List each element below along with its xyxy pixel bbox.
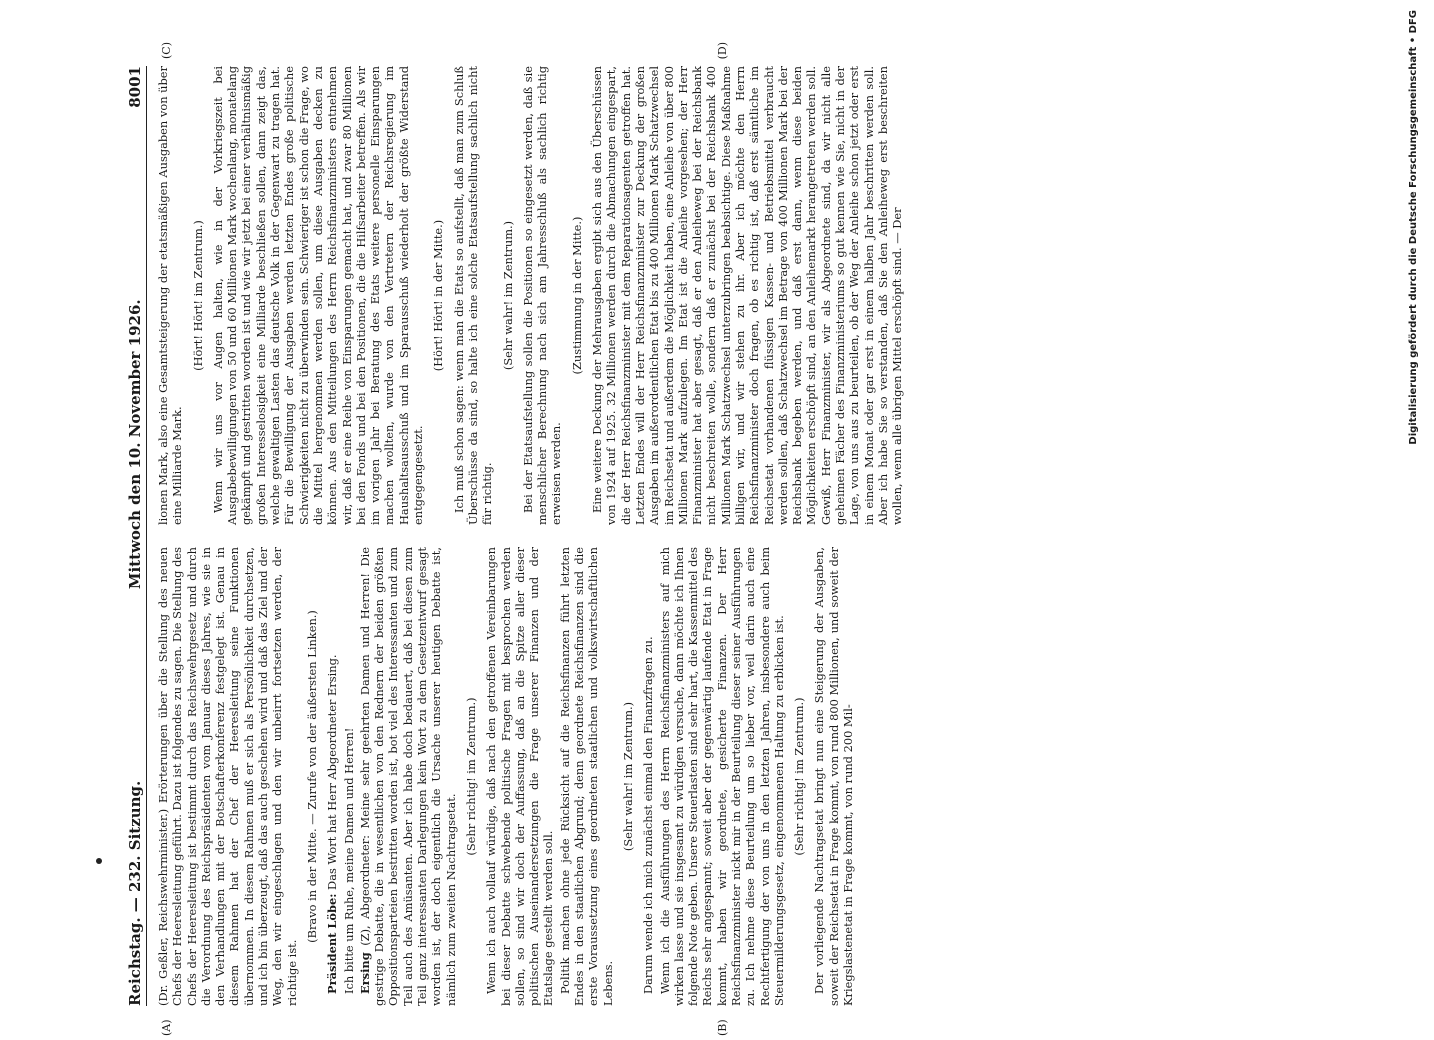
paragraph: Ich muß schon sagen: wenn man die Etats so aufstellt, daß man zum Schluß Überschüsse da sind, so halte ich eine solche Etatsaufstellung sachlich nicht für richtig. [451,66,495,525]
paragraph: Darum wende ich mich zunächst einmal den Finanzfragen zu. [641,636,656,994]
paragraph: (Z), Abgeordneter: Meine sehr geehrten Damen und Herren! Die gestrige Debatte, die in wesentlichen von den Rednern der beiden größten Oppositionsparteien bestritten worden ist, bot viel des Interessanten und zum Teil auch des Amüsanten. Aber ich habe doch bedauert, daß bei diesen zum Teil ganz interessanten Darlegungen kein Wort zu dem Gesetzentwurf gesagt worden ist, der doch eigentlich die Ursache unserer heutigen Debatte ist, nämlich zum zweiten Nachtragsetat. [357,547,458,1006]
speaker-name: Präsident Löbe: [325,893,340,994]
page-header [110,66,147,1006]
interjection: (Hört! Hört! in der Mitte.) [431,219,446,372]
paragraph: Wenn ich auch vollauf würdige, daß nach den getroffenen Vereinbarungen bei dieser Debatte schwebende politische Fragen mit besprochen werden sollen, so sind wir doch der Auffassung, daß an die Spitze aller dieser politischen Auseinandersetzungen die Frage unserer Finanzen und der Etatslage gestellt werden soll. [484,547,556,1006]
paragraph: Der vorliegende Nachtragsetat bringt nun eine Steigerung der Ausgaben, soweit der Reichsetat in Frage kommt, von rund 800 Millionen, und soweit der Kriegslastenetat in Frage kommt, von rund 200 Mil- [812,547,856,1006]
paragraph: Das Wort hat Herr Abgeordneter Ersing. [325,654,340,890]
text-columns [156,42,1380,1036]
interjection: (Sehr wahr! im Zentrum.) [500,220,515,371]
paragraph: Politik machen ohne jede Rücksicht auf die Reichsfinanzen führt letzten Endes in den staatlichen Abgrund; denn geordnete Reichsfinanzen sind die erste Voraussetzung eines geordneten staatlichen und volkswirtschaftlichen Lebens. [557,547,615,1006]
margin-mark-c: (C) [160,42,173,59]
digitization-sidebar [1406,10,1430,990]
margin-mark-b: (B) [716,1019,729,1036]
interjection: (Sehr wahr! im Zentrum.) [620,701,635,852]
speaker-name: Ersing [357,952,372,994]
right-column [156,42,1380,525]
header-center: Mittwoch den 10. November 1926. [126,299,144,590]
paragraph: Erörterungen über die Stellung des neuen Chefs der Heeresleitung geführt. Dazu ist folgendes zu sagen. Die Stellung des Chefs der Heeresleitung ist bestimmt durch das Reichswehrgesetz und durch die Verordnung des Reichspräsidenten vom Januar dieses Jahres, wie sie in den Verhandlungen mit der Botschafterkonferenz festgelegt ist. Genau in diesem Rahmen hat der Chef der Heeresleitung seine Funktionen übernommen. In diesem Rahmen muß er sich als Persönlichkeit durchsetzen, und ich bin überzeugt, daß das auch geschehen wird und daß das Ziel und der Weg, den wir eingeschlagen und den wir unbeirrt fortsetzen werden, der richtige ist. [156,547,299,1006]
paragraph: Bei der Etatsaufstellung sollen die Positionen so eingesetzt werden, daß sie menschlicher Berechnung nach sich am Jahresschluß als sachlich richtig erweisen werden. [520,66,564,525]
interjection: (Bravo in der Mitte. — Zurufe von der äußersten Linken.) [304,610,319,943]
interjection: (Hört! Hört! im Zentrum.) [190,220,205,371]
ink-dot [96,858,102,864]
paragraph: Ich bitte um Ruhe, meine Damen und Herren! [341,727,356,994]
paragraph: lionen Mark, also eine Gesamtsteigerung der etatsmäßigen Ausgaben von über eine Milliarde Mark. [156,66,185,525]
interjection: (Sehr richtig! im Zentrum.) [463,697,478,856]
paragraph: Wenn ich die Ausführungen des Herrn Reichsfinanzministers auf mich wirken lasse und sie insgesamt zu würdigen versuche, dann möchte ich Ihnen folgende Note geben. Unsere Steuerlasten sind sehr hart, die Kassenmittel des Reichs sehr angespannt; soweit aber der gegenwärtig laufende Etat in Frage kommt, haben wir geordnete, gesicherte Finanzen. Der Herr Reichsfinanzminister nickt mir in der Beurteilung dieser seiner Ausführungen zu. Ich nehme diese Beurteilung um so lieber vor, weil darin auch eine Rechtfertigung der von uns in den letzten Jahren, insbesondere auch beim Steuermilderungsgesetz, eingenommenen Haltung zu erblicken ist. [657,547,786,1006]
margin-mark-a: (A) [160,1019,173,1036]
paragraph: Eine weitere Deckung der Mehrausgaben ergibt sich aus den Überschüssen von 1924 auf 1925. 32 Millionen werden durch die Abmachungen eingespart, die der Herr Reichsfinanzminister mit dem Reparationsagenten getroffen hat. Letzten Endes will der Herr Reichsfinanzminister zur Deckung der großen Ausgaben im außerordentlichen Etat bis zu 400 Millionen Mark Schatzwechsel im Reichsetat und außerdem die Möglichkeit haben, eine Anleihe von über 800 Millionen Mark aufzulegen. Im Etat ist die Anleihe vorgesehen; der Herr Finanzminister hat aber gesagt, daß er den Anleiheweg bei der Reichsbank nicht beschreiten wolle, sondern daß er zunächst bei der Reichsbank 400 Millionen Mark Schatzwechsel unterzubringen beabsichtige. Diese Maßnahme billigen wir, und wir stehen zu ihr. Aber ich möchte den Herrn Reichsfinanzminister doch fragen, ob es richtig ist, daß erst sämtliche im Reichsetat vorhandenen flüssigen Kassen- und Betriebsmittel verbraucht werden sollen, daß Schatzwechsel im Betrage von 400 Millionen Mark bei der Reichsbank begeben werden, und daß erst dann, wenn diese beiden Möglichkeiten erschöpft sind, an den Anleihemarkt herangetreten werden soll. Gewiß, Herr Finanzminister, wir als Abgeordnete sind, da wir nicht alle geheimen Fächer des Finanzministeriums so gut kennen wie Sie, nicht in der Lage, von uns aus zu beurteilen, ob der Weg der Anleihe schon jetzt oder erst in einem Monat oder gar erst in einem halben Jahr beschritten werden soll. Aber ich habe Sie so verstanden, daß Sie den Anleiheweg erst beschreiten wollen, wenn alle übrigen Mittel erschöpft sind. — Der [590,66,905,525]
page-number: 8001 [126,66,144,108]
header-left: Reichstag. — 232. Sitzung. [126,780,144,1006]
margin-mark-d: (D) [716,42,729,60]
paragraph: Wenn wir uns vor Augen halten, wie in der Vorkriegszeit bei Ausgabebewilligungen von 50 und 60 Millionen Mark wochenlang, monatelang gekämpft und gestritten worden ist und wie wir jetzt bei einer verhältnismäßig großen Interesselosigkeit eine Milliarde beschließen sollen, dann zeigt das, welche gewaltigen Lasten das deutsche Volk in der Gegenwart zu tragen hat. Für die Bewilligung der Ausgaben werden letzten Endes große politische Schwierigkeiten nicht zu überwinden sein. Schwieriger ist schon die Frage, wo die Mittel hergenommen werden sollen, um diese Ausgaben decken zu können. Aus den Mitteilungen des Herrn Reichsfinanzministers entnehmen wir, daß er eine Reihe von Einsparungen gemacht hat, und zwar 80 Millionen bei den Fonds und bei den Positionen, die die Hilfsarbeiter betreffen. Als wir im vorigen Jahr bei Beratung des Etats weitere personelle Einsparungen machen wollten, wurde von den Vertretern der Reichsregierung im Haushaltsausschuß und im Sparausschuß wiederholt der größte Widerstand entgegengesetzt. [210,65,426,525]
left-column [156,547,1380,1036]
interjection: (Zustimmung in der Mitte.) [569,216,584,375]
dfg-credit-text: Digitalisierung gefördert durch die Deutsche Forschungsgemeinschaft • DFG [1408,10,1419,445]
interjection: (Sehr richtig! im Zentrum.) [792,697,807,856]
document-page [100,40,1390,1040]
speaker-note: (Dr. Geßler, Reichswehrminister.) [156,808,170,1006]
